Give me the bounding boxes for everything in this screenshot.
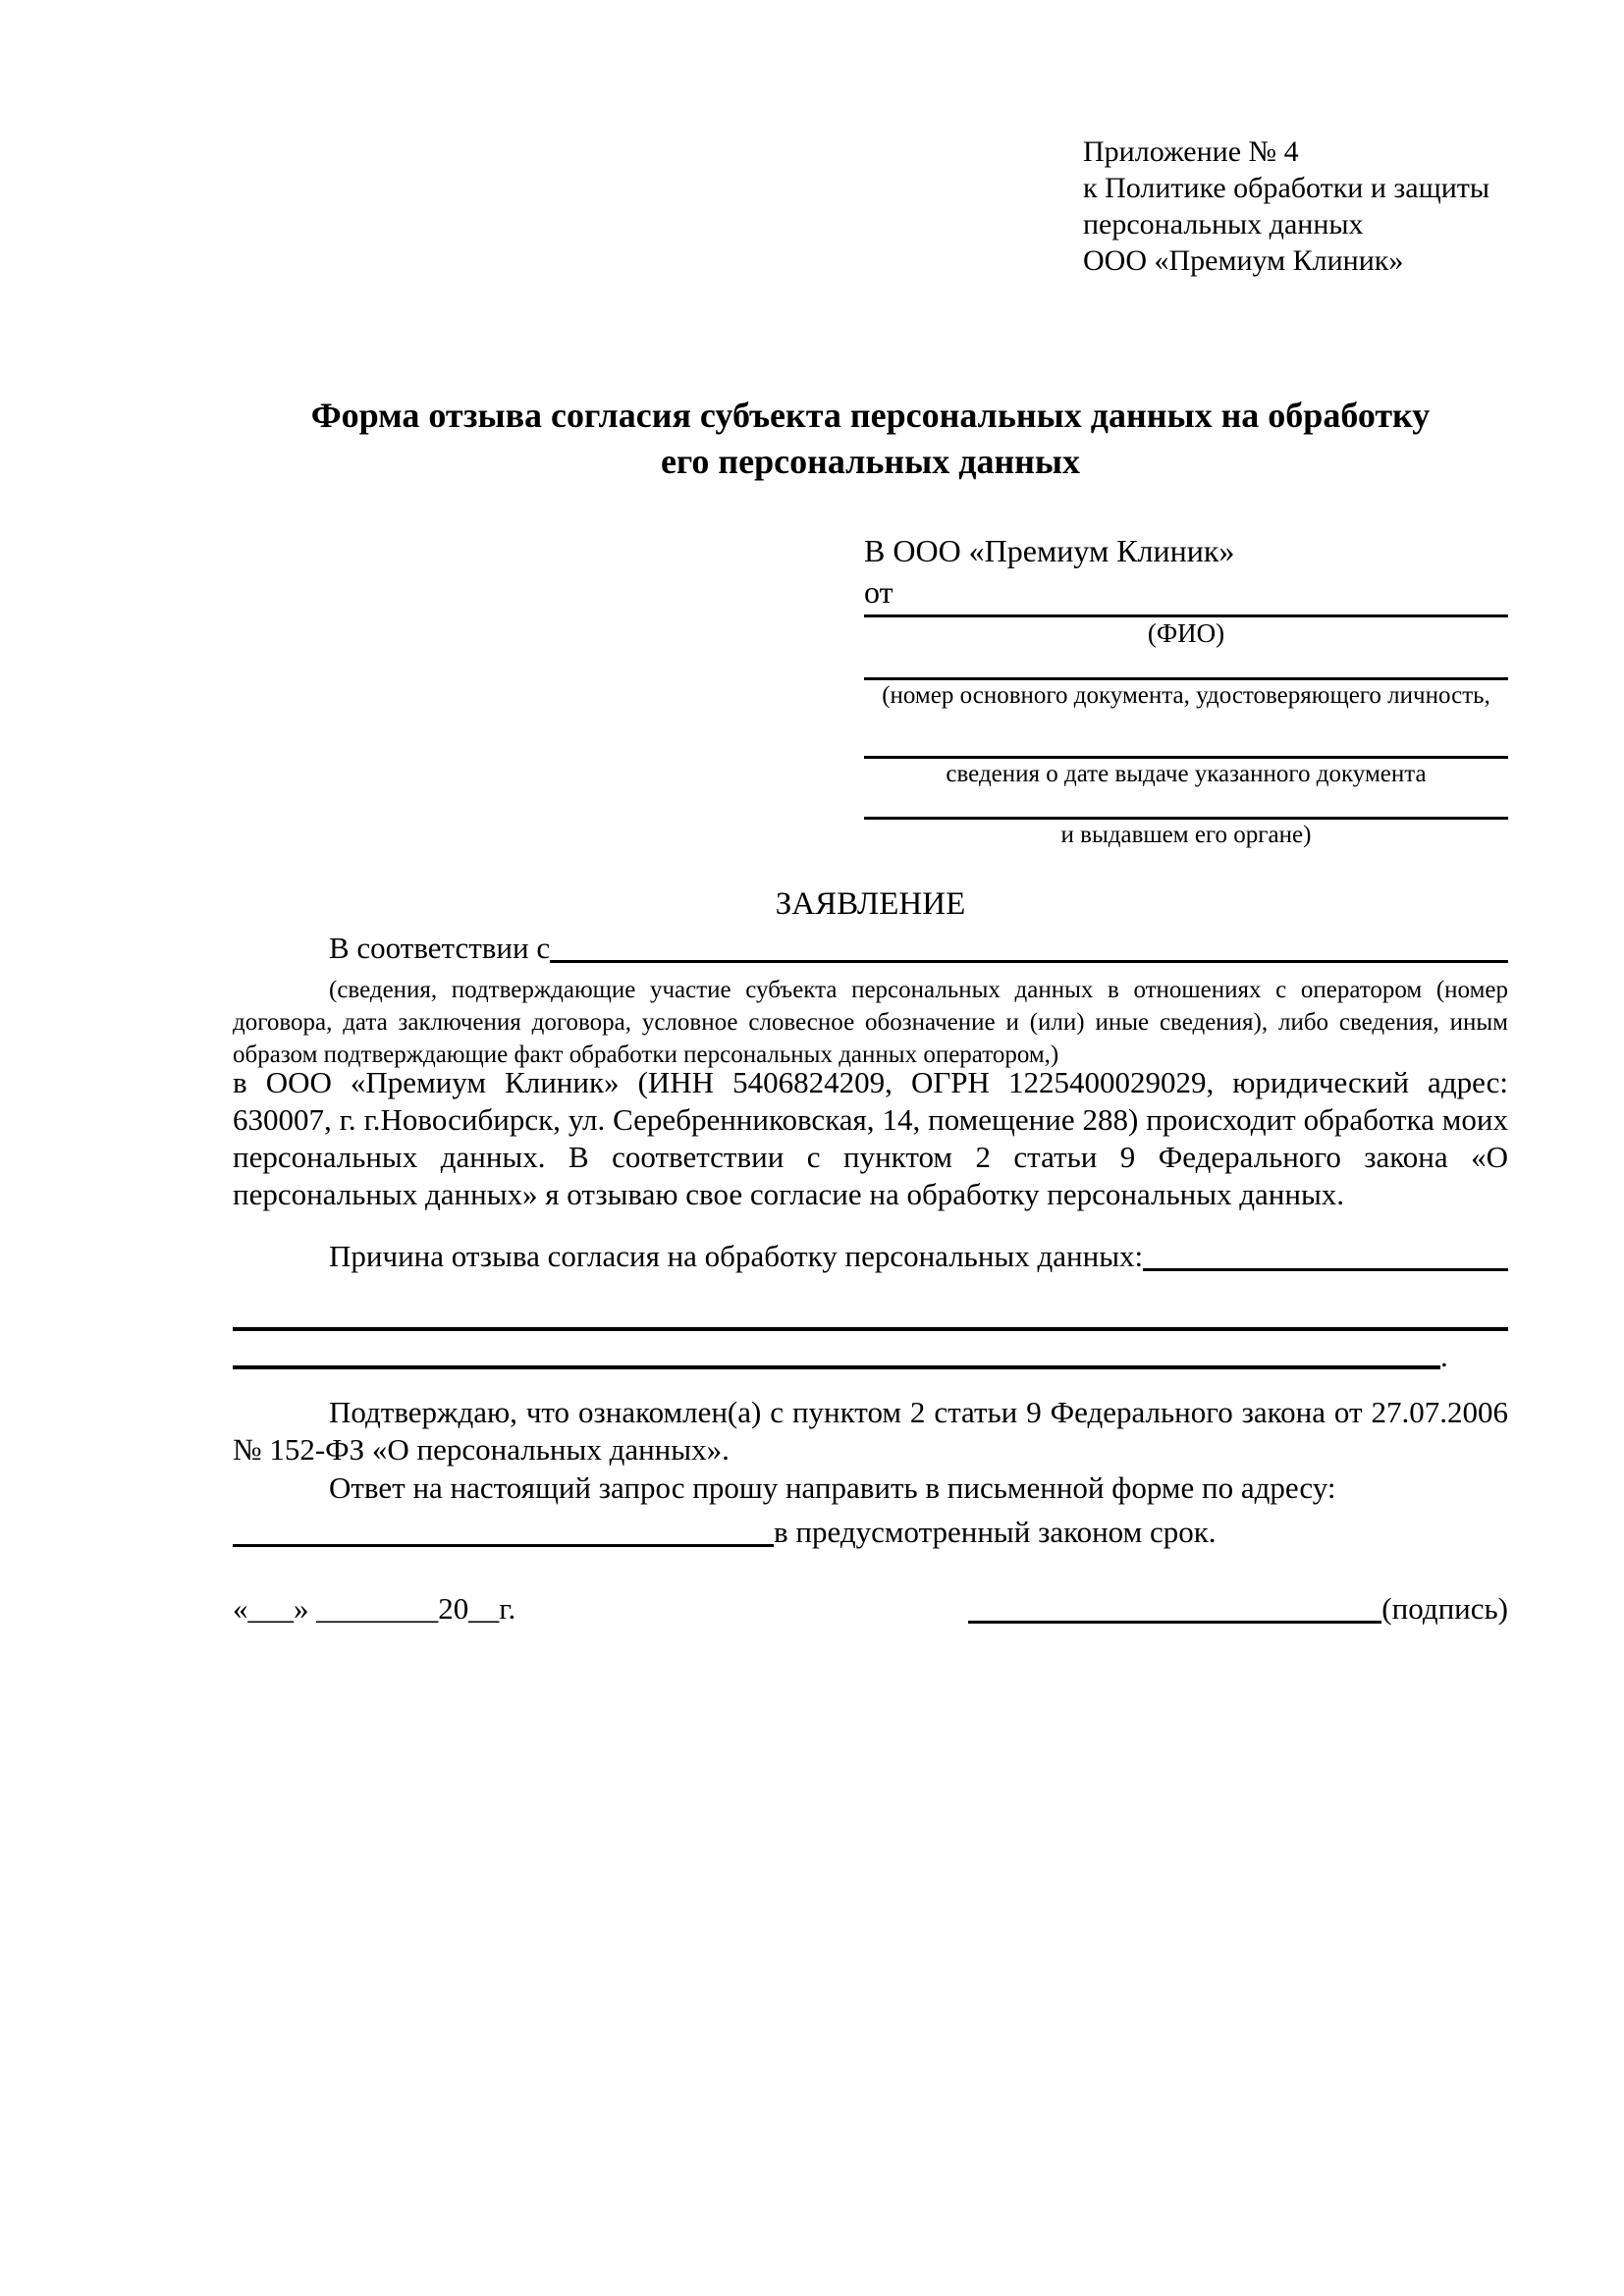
statement-heading: ЗАЯВЛЕНИЕ [775,886,966,922]
confirmation-paragraph: Подтверждаю, что ознакомлен(а) с пунктом 2 статьи 9 Федерального закона от 27.07.2006 № 152-ФЗ «О персональных данных». [233,1395,1508,1467]
fio-caption: (ФИО) [1147,618,1225,648]
reason-label: Причина отзыва согласия на обработку персональных данных: [329,1239,1144,1273]
appendix-note [1083,133,1525,279]
intro-blank-line [550,960,1508,963]
appendix-note-line: ООО «Премиум Клиник» [1083,244,1404,277]
statement-body-paragraph: в ООО «Премиум Клиник» (ИНН 5406824209, ОГРН 1225400029029, юридический адрес: 630007, г. г.Новосибирск, ул. Серебренниковская, 14, помещение 288) происходит обработка моих персональных данных. В соответствии с пунктом 2 статьи 9 Федерального закона «О персональных данных» я отзываю свое согласие на обработку персональных данных. [233,1065,1508,1211]
reason-blank-line-2 [233,1288,1508,1331]
response-address-blank-line [233,1544,774,1547]
appendix-note-line: к Политике обработки и защиты [1083,172,1490,204]
document-issuer-caption: и выдавшем его органе) [1060,822,1312,848]
signature-area [968,1588,1508,1629]
intro-line [233,929,1508,968]
response-address-line [233,1512,1508,1553]
addressee-block [864,530,1508,851]
fine-print-note: (сведения, подтверждающие участие субъекта персональных данных в отношениях с оператором (номер договора, дата заключения договора, условное словесное обозначение и (или) иные сведения), либо сведения, иным образом подтверждающие факт обработки персональных данных оператором,) [233,977,1508,1068]
document-number-caption: (номер основного документа, удостоверяющего личность, [882,682,1490,709]
addressee-from-label: от [864,571,1508,617]
date-placeholder: «___» ________20__г. [233,1591,516,1626]
response-request-line: Ответ на настоящий запрос прошу направить в письменной форме по адресу: [329,1470,1336,1505]
reason-blank-line-3 [233,1335,1508,1374]
signature-caption: (подпись) [1381,1591,1508,1626]
signature-blank-line [968,1621,1381,1624]
reason-line-period: . [1440,1339,1448,1373]
footer-row [233,1588,1508,1629]
document-title-line1: Форма отзыва согласия субъекта персональных данных на обработку [310,396,1431,435]
document-title-line2: его персональных данных [660,442,1081,481]
appendix-note-line: Приложение № 4 [1083,135,1299,168]
reason-blank-line-3-rule [233,1365,1440,1369]
addressee-to: В ООО «Премиум Клиник» [864,533,1235,568]
intro-prefix-label: В соответствии с [329,931,551,965]
document-title [233,393,1508,485]
document-issue-date-caption: сведения о дате выдаче указанного документа [946,761,1427,787]
reason-line [233,1237,1508,1276]
appendix-note-line: персональных данных [1083,208,1364,240]
response-deadline-label: в предусмотренный законом срок. [774,1515,1217,1549]
reason-blank-line [1143,1268,1508,1271]
